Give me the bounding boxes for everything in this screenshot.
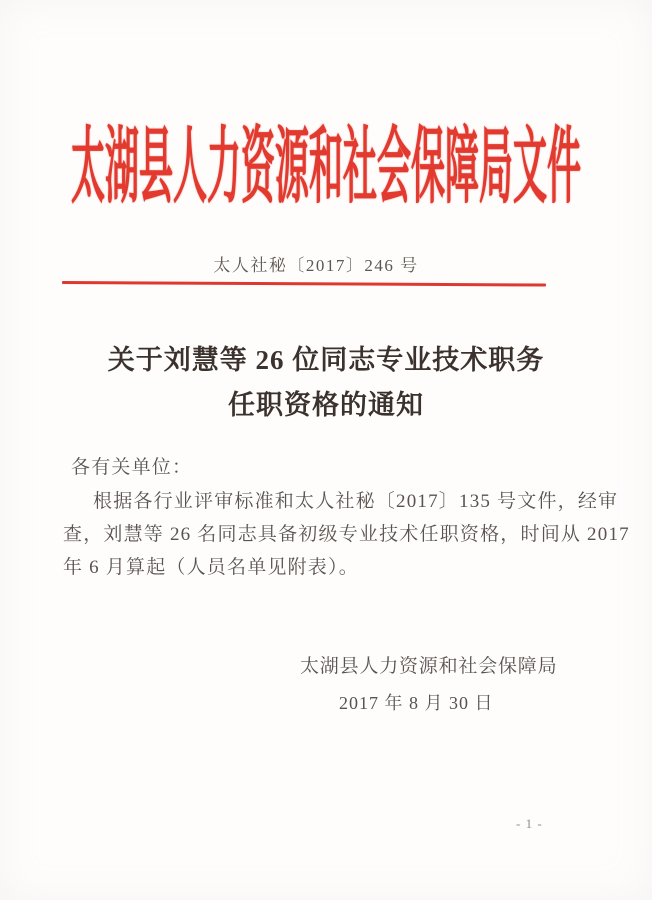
body-paragraph-line-2: 查，刘慧等 26 名同志具备初级专业技术任职资格，时间从 2017 — [63, 524, 630, 545]
document-title — [0, 338, 652, 428]
issue-date: 2017 年 8 月 30 日 — [339, 693, 494, 713]
red-separator-rule — [62, 281, 546, 287]
document-title-line-2: 任职资格的通知 — [228, 390, 424, 420]
body-paragraph-line-3: 年 6 月算起（人员名单见附表）。 — [63, 557, 359, 578]
agency-header-red-title: 太湖县人力资源和社会保障局文件 — [71, 121, 581, 215]
issuing-agency-signature: 太湖县人力资源和社会保障局 — [300, 656, 558, 677]
salutation-line: 各有关单位： — [71, 457, 193, 478]
page-number: - 1 - — [516, 816, 543, 831]
body-paragraph-line-1: 根据各行业评审标准和太人社秘〔2017〕135 号文件，经审 — [93, 491, 619, 512]
document-title-line-1: 关于刘慧等 26 位同志专业技术职务 — [107, 345, 545, 375]
document-reference-number: 太人社秘〔2017〕246 号 — [213, 256, 419, 275]
